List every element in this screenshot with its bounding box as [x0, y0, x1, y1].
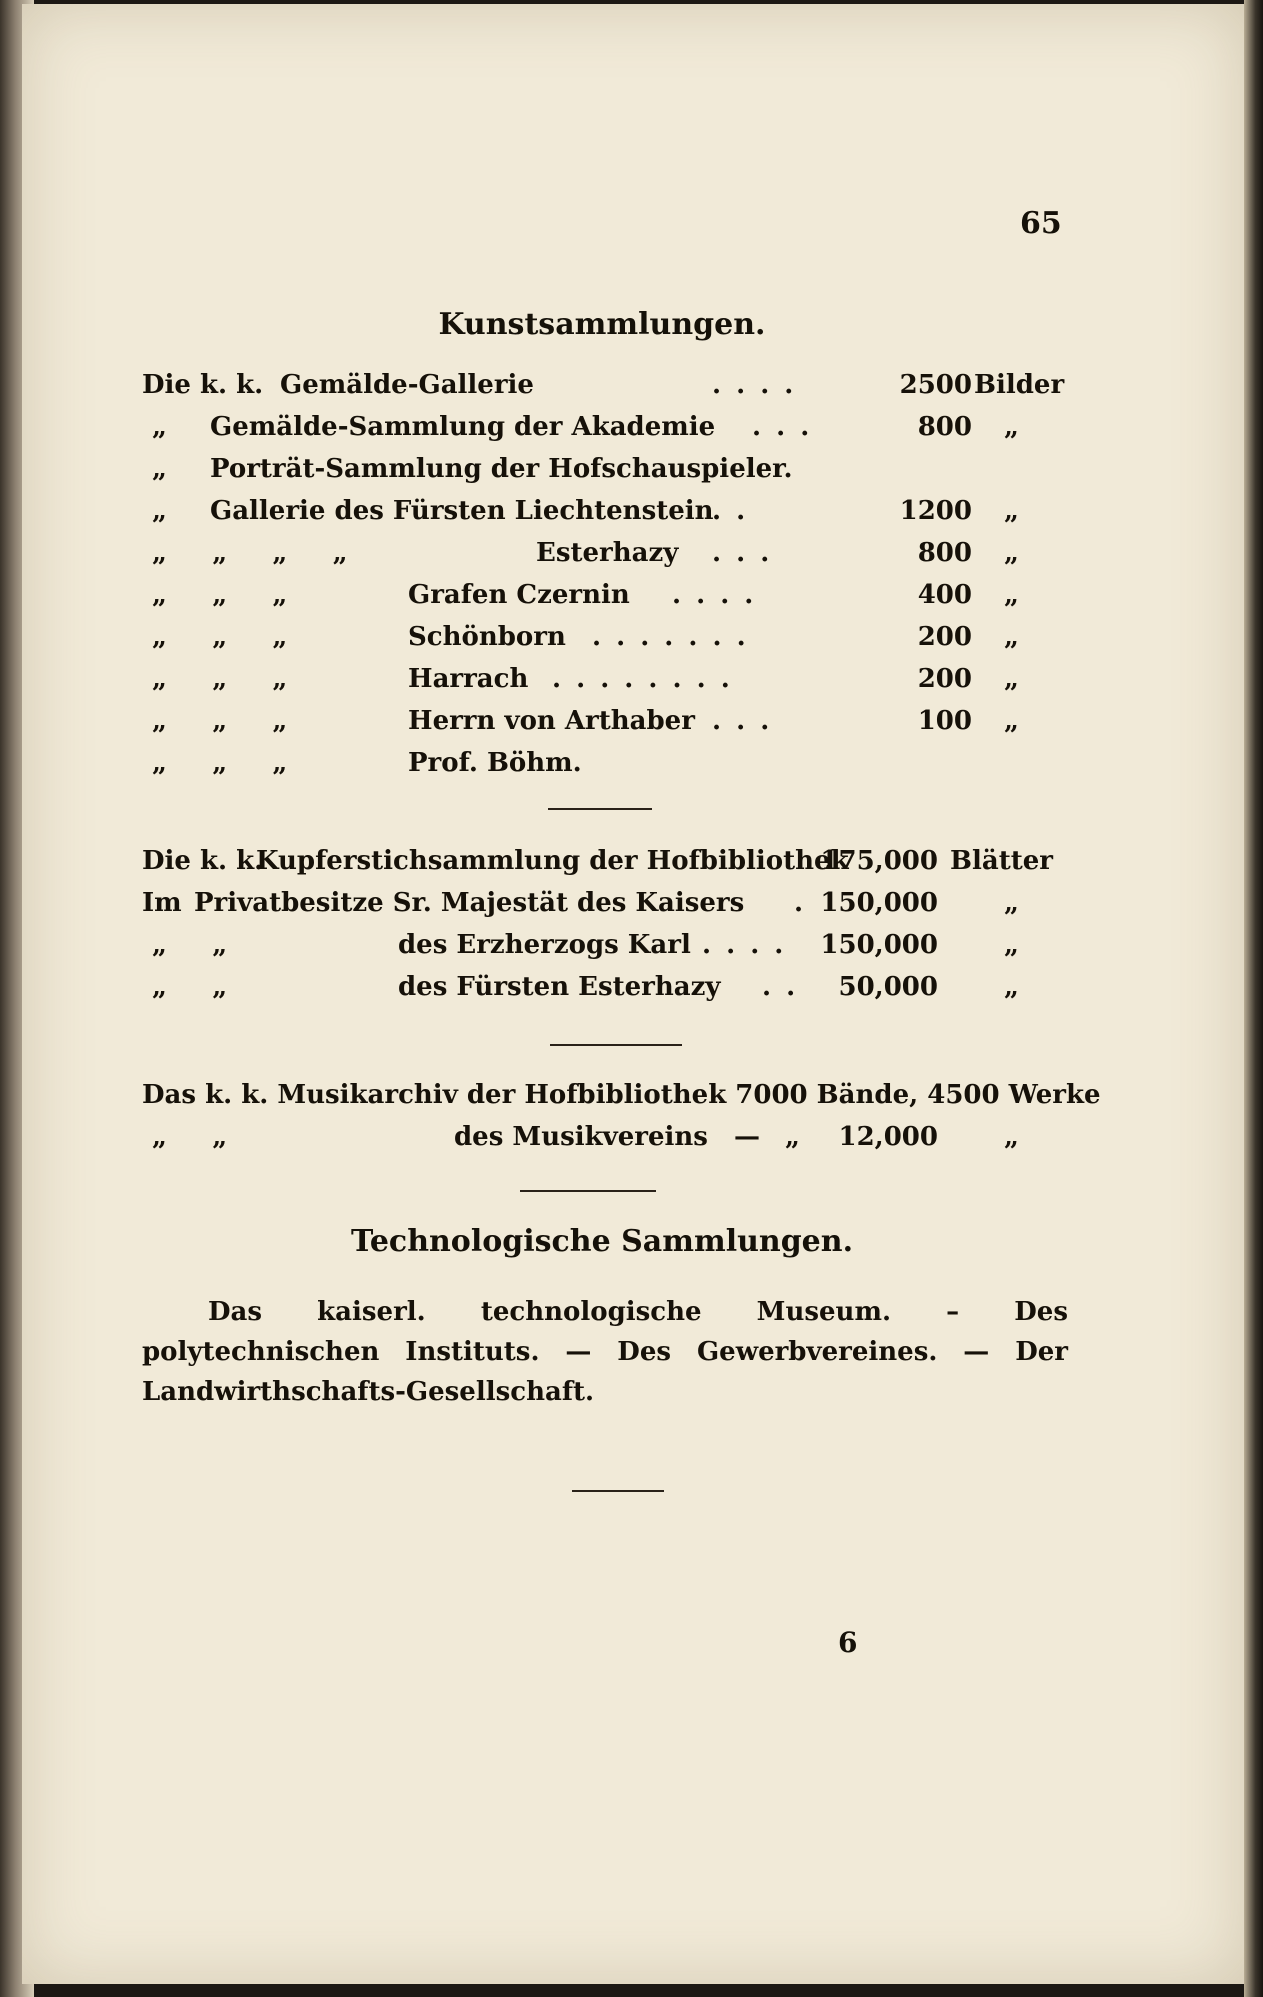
row-unit: Blätter [950, 846, 1053, 876]
row-value: 200 [917, 664, 972, 694]
row-unit: „ [1004, 930, 1019, 960]
row-name: Gemälde-Sammlung der Akademie [210, 412, 716, 442]
page-number: 65 [1020, 206, 1062, 241]
list-item [142, 972, 1068, 1012]
row-name: Gallerie des Fürsten Liechtenstein [210, 496, 714, 526]
row-unit: „ [1004, 706, 1019, 736]
row-value: 800 [917, 538, 972, 568]
row-prefix: „ „ [152, 972, 228, 1002]
row-prefix: „ „ „ [152, 580, 288, 610]
row-name: Grafen Czernin [408, 580, 630, 610]
row-dots: . . . [752, 412, 813, 442]
row-dots: . . . [712, 538, 773, 568]
row-value: 150,000 [820, 888, 938, 918]
row-prefix: „ „ „ „ [152, 538, 348, 568]
paragraph-technologische: Das kaiserl. technologische Museum. – Des polytechnischen Instituts. — Des Gewerbvereines. — Der Landwirthschafts-Gesellschaft. [142, 1297, 1068, 1407]
list-item [142, 580, 1068, 620]
row-dots: . . . . [702, 930, 787, 960]
list-item [142, 622, 1068, 662]
row-unit: „ [1004, 664, 1019, 694]
row-value: 2500 [899, 370, 972, 400]
row-value: 100 [917, 706, 972, 736]
row-prefix: „ „ „ [152, 748, 288, 778]
row-prefix: Die k. k. [142, 370, 264, 400]
row-name: Harrach [408, 664, 529, 694]
row-prefix: „ [152, 412, 167, 442]
row-dots: . . . . [712, 370, 797, 400]
row-unit: „ [1004, 496, 1019, 526]
row-prefix: „ „ „ [152, 706, 288, 736]
row-dots: . . [712, 496, 749, 526]
row-unit: „ [1004, 580, 1019, 610]
row-dots: . . . . . . . [592, 622, 749, 652]
section-divider [550, 1044, 682, 1046]
section-heading-kunstsammlungen: Kunstsammlungen. [438, 307, 766, 342]
row-prefix: „ [152, 496, 167, 526]
row-unit: „ [1004, 412, 1019, 442]
section-divider [520, 1190, 656, 1192]
row-dots: . . . . [672, 580, 757, 610]
row-value: 400 [917, 580, 972, 610]
list-item [142, 412, 1068, 452]
list-item [142, 664, 1068, 704]
row-value: 200 [917, 622, 972, 652]
list-item [142, 748, 1068, 788]
row-unit: „ [1004, 538, 1019, 568]
row-prefix: Die k. k. [142, 846, 264, 876]
row-prefix: Im [142, 888, 182, 918]
row-dots: . [794, 888, 807, 918]
list-item [142, 538, 1068, 578]
list-item [142, 496, 1068, 536]
section-heading-technologische-sammlungen: Technologische Sammlungen. [350, 1224, 854, 1259]
row-value: 1200 [899, 496, 972, 526]
list-item [142, 846, 1068, 886]
row-unit: „ [1004, 972, 1019, 1002]
row-value: 50,000 [838, 972, 938, 1002]
row-prefix: „ „ „ [152, 622, 288, 652]
row-name: Schönborn [408, 622, 566, 652]
row-prefix: „ „ [152, 930, 228, 960]
row-value: 175,000 [820, 846, 938, 876]
row-dots: — „ [734, 1122, 809, 1152]
row-value: 12,000 [838, 1122, 938, 1152]
row-name: Gemälde-Gallerie [280, 370, 534, 400]
row-text: Das k. k. Musikarchiv der Hofbibliothek 7000 Bände, 4500 Werke [142, 1080, 1101, 1110]
row-dots: . . . [712, 706, 773, 736]
list-item [142, 888, 1068, 928]
list-item [142, 370, 1068, 410]
row-name: Esterhazy [536, 538, 679, 568]
section-divider [548, 808, 652, 810]
row-name: Kupferstichsammlung der Hofbibliothek [256, 846, 849, 876]
sheet-signature: 6 [838, 1626, 858, 1659]
list-item [142, 930, 1068, 970]
list-item [142, 1122, 1068, 1162]
list-item [142, 706, 1068, 746]
row-value: 150,000 [820, 930, 938, 960]
row-unit: Bilder [974, 370, 1065, 400]
row-name: des Musikvereins [454, 1122, 708, 1152]
row-unit: „ [1004, 888, 1019, 918]
row-name: Privatbesitze Sr. Majestät des Kaisers [194, 888, 745, 918]
row-unit: „ [1004, 1122, 1019, 1152]
row-name: Prof. Böhm. [408, 748, 582, 778]
row-name: Porträt-Sammlung der Hofschauspieler. [210, 454, 793, 484]
row-dots: . . [762, 972, 799, 1002]
row-prefix: „ [152, 454, 167, 484]
book-edge-right [1244, 0, 1263, 1997]
row-name: des Fürsten Esterhazy [398, 972, 721, 1002]
row-prefix: „ „ [152, 1122, 228, 1152]
list-item [142, 454, 1068, 494]
row-unit: „ [1004, 622, 1019, 652]
row-prefix: „ „ „ [152, 664, 288, 694]
list-item [142, 1080, 1101, 1120]
row-dots: . . . . . . . . [552, 664, 733, 694]
row-value: 800 [917, 412, 972, 442]
row-name: des Erzherzogs Karl [398, 930, 691, 960]
section-divider [572, 1490, 664, 1492]
row-name: Herrn von Arthaber [408, 706, 695, 736]
